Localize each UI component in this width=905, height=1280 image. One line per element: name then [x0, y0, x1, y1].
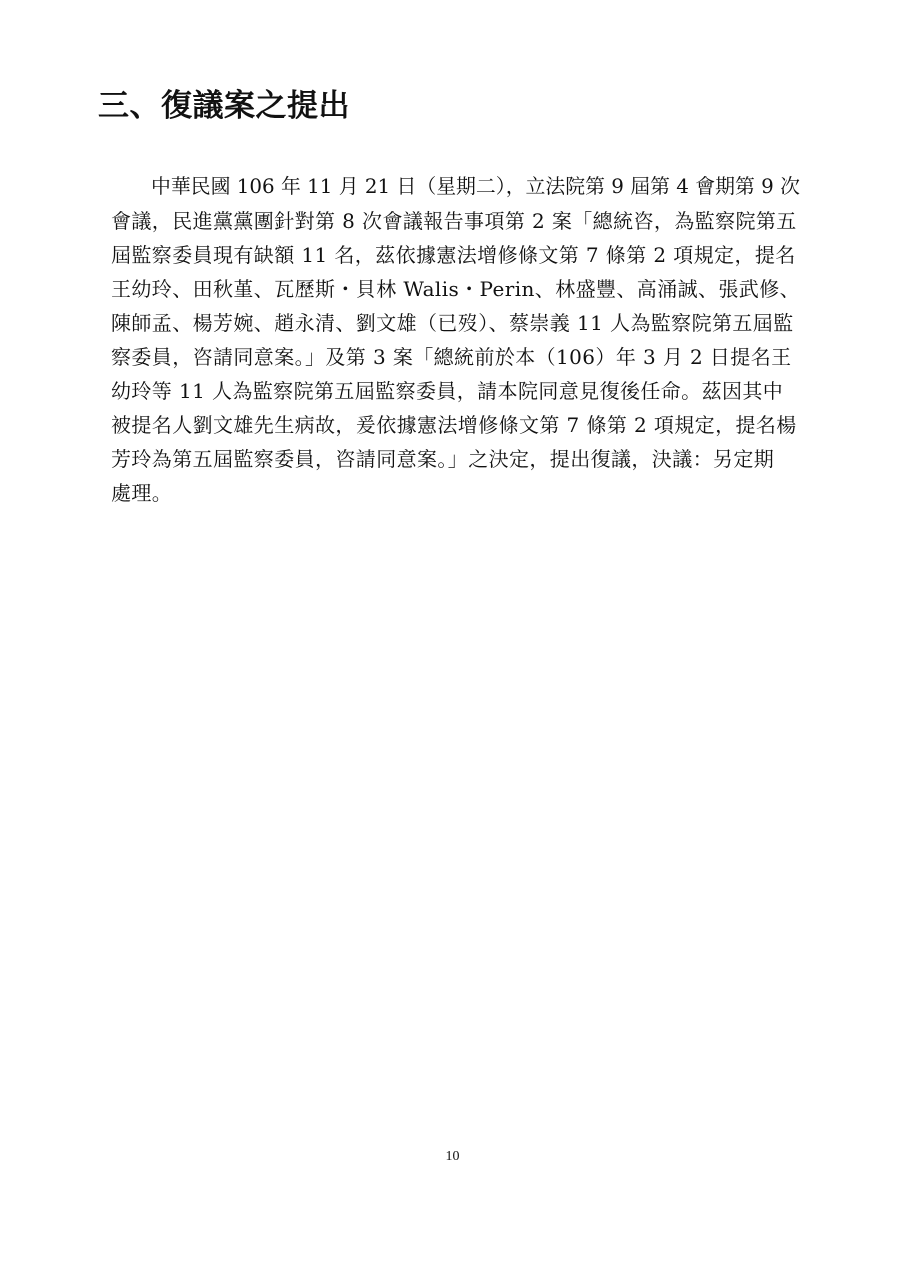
section-heading: 三、復議案之提出 — [98, 88, 350, 124]
paragraph-line: 處理。 — [111, 481, 173, 505]
paragraph-line: 察委員，咨請同意案。」及第 3 案「總統前於本（106）年 3 月 2 日提名王 — [111, 345, 792, 369]
body-paragraph — [111, 170, 801, 510]
paragraph-line: 中華民國 106 年 11 月 21 日（星期二），立法院第 9 屆第 4 會期第 9 次 — [151, 175, 800, 198]
paragraph-line: 芳玲為第五屆監察委員，咨請同意案。」之決定，提出復議，決議：另定期 — [111, 447, 775, 471]
page-number: 10 — [445, 1149, 460, 1164]
paragraph-line: 會議，民進黨黨團針對第 8 次會議報告事項第 2 案「總統咨，為監察院第五 — [111, 209, 797, 233]
paragraph-line: 陳師孟、楊芳婉、趙永清、劉文雄（已歿）、蔡崇義 11 人為監察院第五屆監 — [111, 311, 794, 335]
paragraph-line: 幼玲等 11 人為監察院第五屆監察委員，請本院同意見復後任命。茲因其中 — [111, 379, 784, 403]
paragraph-line: 屆監察委員現有缺額 11 名，茲依據憲法增修條文第 7 條第 2 項規定，提名 — [111, 243, 796, 267]
paragraph-line: 王幼玲、田秋堇、瓦歷斯・貝林 Walis・Perin、林盛豐、高涌誠、張武修、 — [111, 277, 800, 301]
paragraph-line: 被提名人劉文雄先生病故，爰依據憲法增修條文第 7 條第 2 項規定，提名楊 — [111, 413, 797, 437]
